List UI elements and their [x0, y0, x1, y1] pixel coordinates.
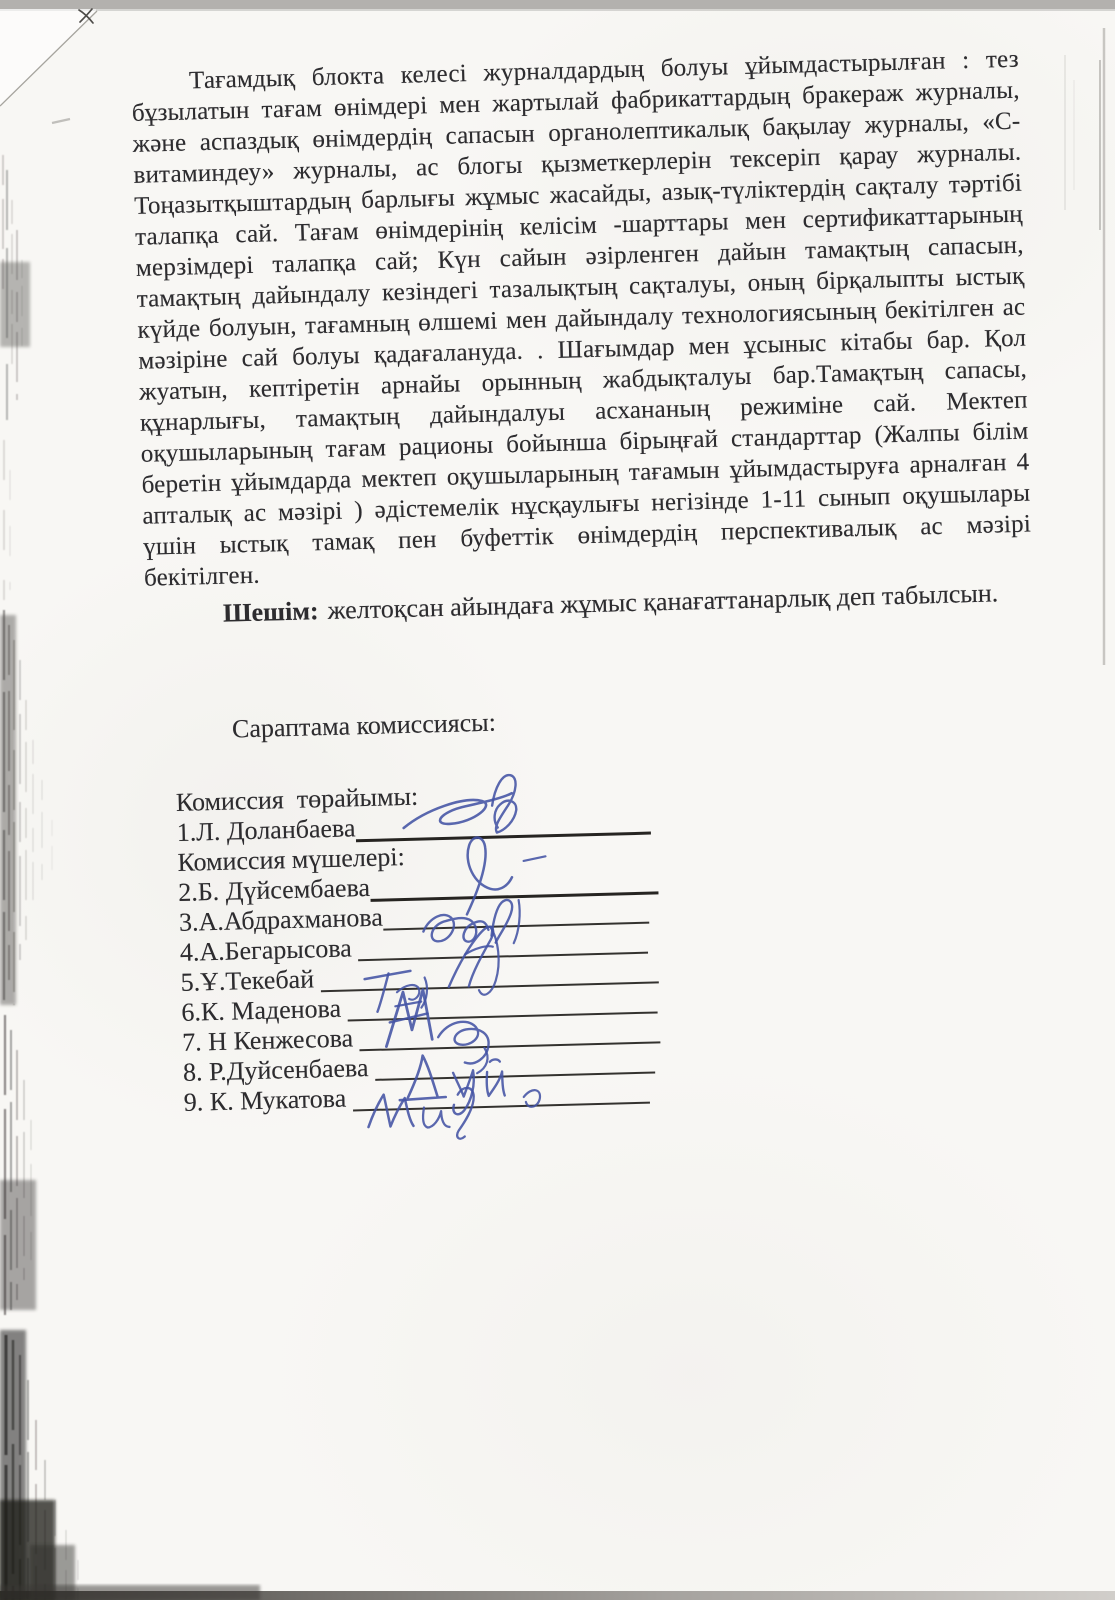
signatory-name: 9. К. Мукатова — [183, 1083, 354, 1117]
signatory-name: 1.Л. Доланбаева — [176, 813, 356, 847]
signatory-name: 7. Н Кенжесова — [181, 1023, 360, 1057]
signatory-name: 8. Р.Дуйсенбаева — [182, 1052, 376, 1087]
signatory-name: 3.А.Абдрахманова — [178, 902, 384, 937]
signature-line — [382, 896, 649, 931]
signatory-name: 5.Ұ.Текебай — [180, 964, 321, 997]
signatory-name: 4.А.Бегарысова — [179, 933, 359, 967]
body-paragraph: Тағамдық блокта келесі журналдардың болуы ұйымдастырылған : тез бұзылатын тағам өнімдері мен жартылай фабрикаттардың бракераж журналы, және аспаздық өнімдердің сапасын органолептикалық бақылау журналы, «С-витаминдеу» журналы, ас блогы қызметкерлерін тексеріп қарау журналы. Тоңазытқыштардың барлығы жұмыс жасайды, азық-түліктердің сақталу тәртібі талапқа сай. Тағам өнімдерінің келісім -шарттары мен сертификаттарының мерзімдері талапқа сай; Күн сайын әзірленген дайын тамақтың сапасын, тамақтың дайындалу кезіндегі тазалықтың сақталуы, оның бірқалыпты ыстық күйде болуын, тағамның өлшемі мен дайындалу технологиясының бекітілген ас мәзіріне сай болуы қадағалануда. . Шағымдар мен ұсыныс кітабы бар. Қол жуатын, кептіретін арнайы орынның жабдықталуы бар.Тамақтың сапасы, құнарлығы, тамақтың дайындалуы асхананың режиміне сай. Мектеп оқушыларының тағам рационы бойынша бірыңғай стандарттар (Жалпы білім беретін ұйымдарда мектеп оқушыларының тағамын ұйымдастыруға арналған 4 апталық ас мәзірі ) әдістемелік нұсқаулығы негізінде 1-11 сынып оқушылары үшін ыстық тамақ пен буфеттік өнімдердің перспективалық ас мәзірі бекітілген. — [131, 45, 1032, 592]
signature-roster — [176, 775, 665, 1132]
commission-heading: Сараптама комиссиясы: — [231, 707, 497, 744]
members-label: Комиссия мүшелері: — [177, 842, 406, 877]
chair-label: Комиссия төрайымы: — [175, 781, 419, 817]
decision-label: Шешім: — [222, 596, 319, 628]
signatory-name: 2.Б. Дүйсембаева — [177, 872, 371, 907]
decision-text: желтоқсан айындаға жұмыс қанағаттанарлық деп табылсын. — [327, 578, 999, 625]
signature-line — [375, 1046, 656, 1081]
signatory-name: 6.К. Маденова — [181, 993, 348, 1027]
